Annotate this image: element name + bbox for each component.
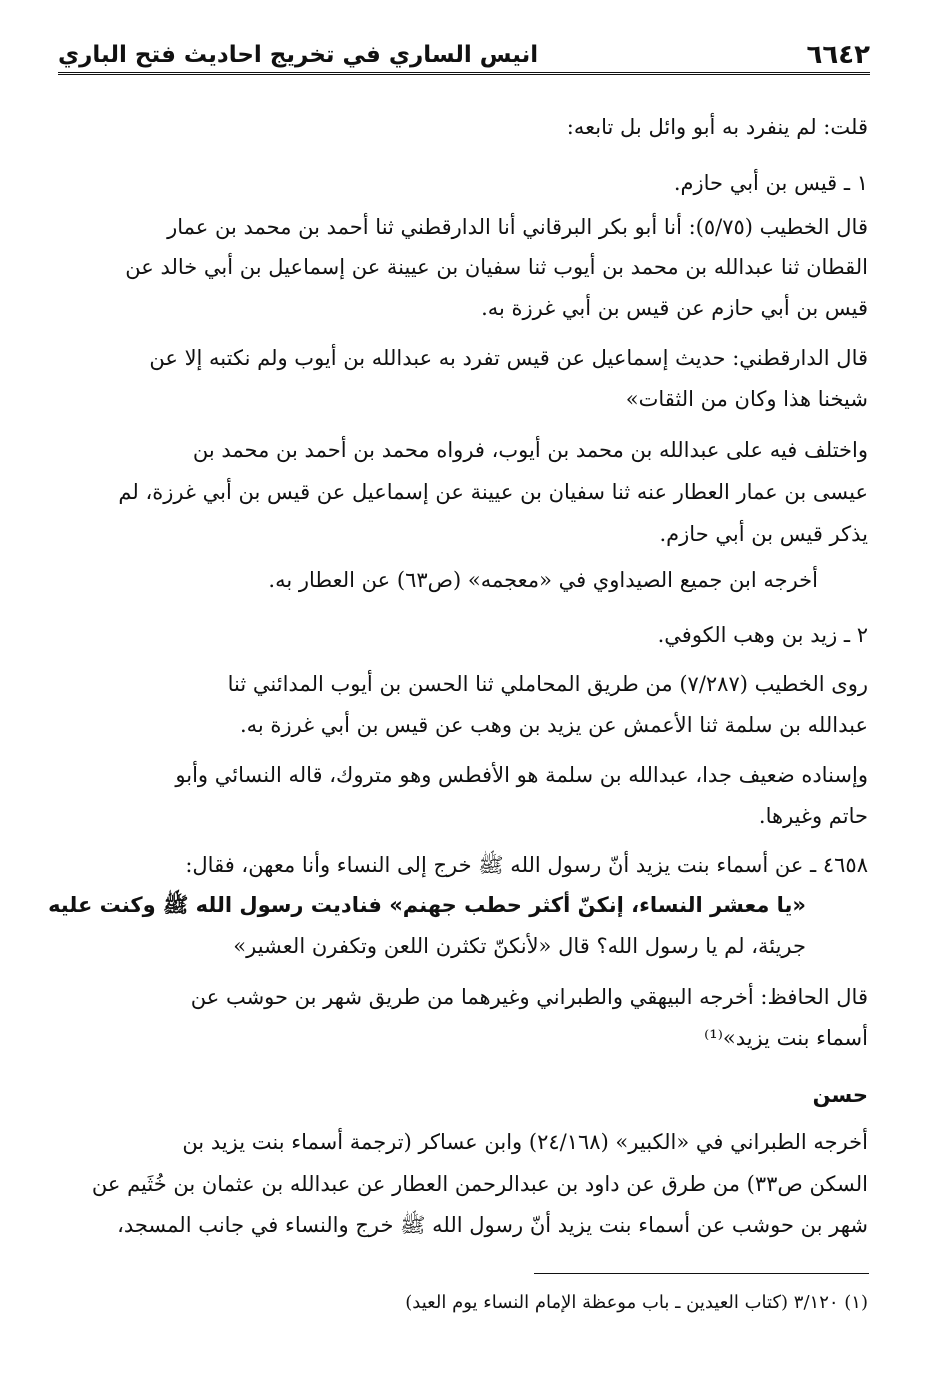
text-line: قال الخطيب (٥/٧٥): أنا أبو بكر البرقاني أنا الدارقطني ثنا أحمد بن محمد بن عمار [167,215,868,239]
text-line: أخرجه ابن جميع الصيداوي في «معجمه» (ص٦٣) عن العطار به. [268,568,818,592]
text-line: واختلف فيه على عبدالله بن محمد بن أيوب، فرواه محمد بن أحمد بن محمد بن [192,438,868,462]
grading-label: حسن [812,1083,868,1107]
list-item-heading: ٢ ـ زيد بن وهب الكوفي. [657,623,868,647]
text-line: قال الحافظ: أخرجه البيهقي والطبراني وغيرهما من طريق شهر بن حوشب عن [190,985,868,1009]
text-line: القطان ثنا عبدالله بن محمد بن أيوب ثنا سفيان بن عيينة عن إسماعيل بن أبي خالد عن [125,255,868,279]
text-line: قيس بن أبي حازم عن قيس بن أبي غرزة به. [481,296,868,320]
text-line: روى الخطيب (٧/٢٨٧) من طريق المحاملي ثنا الحسن بن أيوب المدائني ثنا [227,672,868,696]
hadith-line: ٤٦٥٨ ـ عن أسماء بنت يزيد أنّ رسول الله ﷺ خرج إلى النساء وأنا معهن، فقال: [185,853,868,877]
text-line: قال الدارقطني: حديث إسماعيل عن قيس تفرد به عبدالله بن أيوب ولم نكتبه إلا عن [149,346,868,370]
footnote: (١) ٣/١٢٠ (كتاب العيدين ـ باب موعظة الإمام النساء يوم العيد) [405,1292,868,1313]
text-line: السكن ص٣٣) من طرق عن داود بن عبدالرحمن العطار عن عبدالله بن عثمان بن خُثَيم عن [91,1172,868,1196]
running-header [58,36,870,75]
book-title: انيس الساري في تخريج احاديث فتح الباري [58,42,539,68]
text-line: شهر بن حوشب عن أسماء بنت يزيد أنّ رسول الله ﷺ خرج والنساء في جانب المسجد، [117,1213,868,1237]
text-line: عبدالله بن سلمة ثنا الأعمش عن يزيد بن وهب عن قيس بن أبي غرزة به. [239,713,868,737]
text-line: حاتم وغيرها. [758,804,868,828]
text-line: وإسناده ضعيف جدا، عبدالله بن سلمة هو الأفطس وهو متروك، قاله النسائي وأبو [175,763,868,787]
text-line: أخرجه الطبراني في «الكبير» (٢٤/١٦٨) وابن عساكر (ترجمة أسماء بنت يزيد بن [182,1130,868,1154]
text-line: قلت: لم ينفرد به أبو وائل بل تابعه: [566,115,868,139]
list-item-heading: ١ ـ قيس بن أبي حازم. [673,171,868,195]
text-line: عيسى بن عمار العطار عنه ثنا سفيان بن عيينة عن إسماعيل عن قيس بن أبي غرزة، لم [118,480,868,504]
text-line: يذكر قيس بن أبي حازم. [659,522,868,546]
text-line: شيخنا هذا وكان من الثقات» [625,387,868,411]
hadith-line: «يا معشر النساء، إنكنّ أكثر حطب جهنم» فناديت رسول الله ﷺ وكنت عليه [48,893,806,917]
text-line: أسماء بنت يزيد»⁽¹⁾ [704,1026,868,1050]
footnote-divider [534,1273,869,1274]
hadith-line: جريئة، لم يا رسول الله؟ قال «لأنكنّ تكثرن اللعن وتكفرن العشير» [233,934,806,958]
page-number: ٦٦٤٢ [806,40,870,70]
